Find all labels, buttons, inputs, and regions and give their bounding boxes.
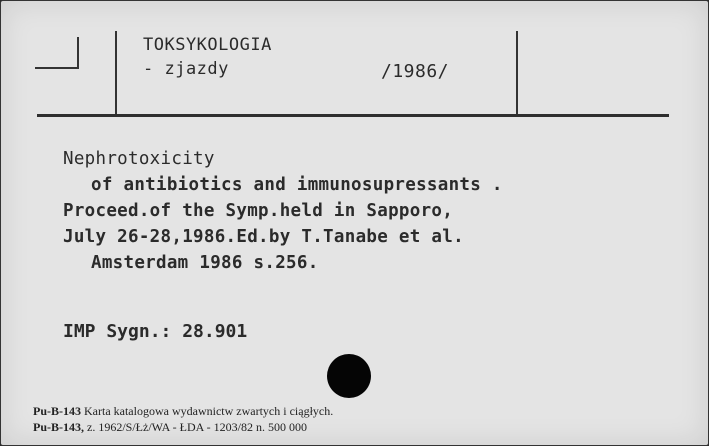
corner-bracket-mark (35, 37, 79, 69)
header-divider-right (516, 31, 518, 115)
footer-line (33, 420, 307, 435)
header-rule (37, 114, 669, 117)
subject-heading: TOKSYKOLOGIA (143, 35, 272, 55)
entry-line: of antibiotics and immunosupressants . (91, 175, 503, 195)
punch-hole (327, 354, 371, 398)
entry-title-line: Nephrotoxicity (63, 149, 215, 169)
entry-line: July 26-28,1986.Ed.by T.Tanabe et al. (63, 227, 464, 247)
call-number: IMP Sygn.: 28.901 (63, 321, 248, 342)
form-code: Pu-B-143 (33, 404, 81, 418)
subject-subheading: - zjazdy (143, 59, 229, 79)
entry-line: Amsterdam 1986 s.256. (91, 253, 319, 273)
form-description: Karta katalogowa wydawnictw zwartych i ciągłych. (84, 404, 334, 418)
entry-line: Proceed.of the Symp.held in Sapporo, (63, 201, 454, 221)
print-info: z. 1962/S/Łż/WA - ŁDA - 1203/82 n. 500 000 (87, 420, 307, 434)
form-code: Pu-B-143, (33, 420, 84, 434)
header-divider-left (115, 31, 117, 115)
year-label: /1986/ (381, 61, 450, 82)
footer-line (33, 404, 333, 419)
